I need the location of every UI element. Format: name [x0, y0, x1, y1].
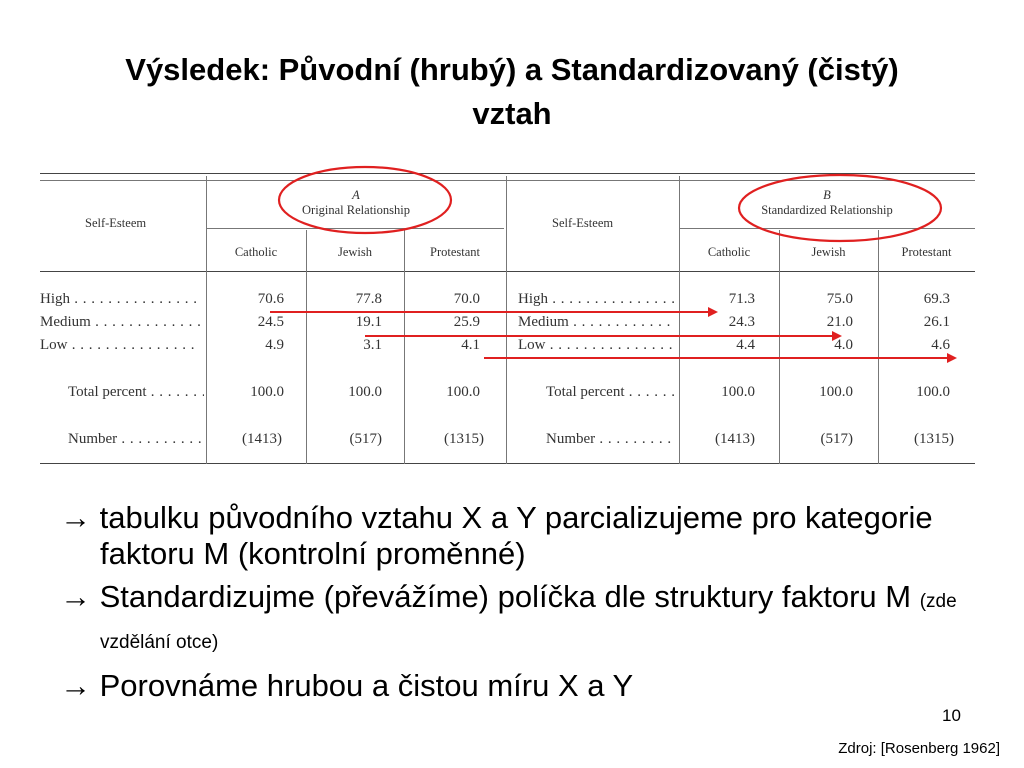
center-divider — [506, 176, 507, 464]
left-group-label: Original Relationship — [302, 203, 410, 217]
table-cell: (1315) — [444, 431, 484, 447]
bullet-item — [60, 579, 980, 661]
table-cell: 21.0 — [826, 314, 853, 330]
table-cell: 24.3 — [728, 314, 755, 330]
table-cell: 100.0 — [250, 384, 284, 400]
right-col-protestant: Protestant — [901, 245, 952, 259]
left-col-jewish: Jewish — [337, 245, 373, 259]
table-cell: 100.0 — [446, 384, 480, 400]
right-row-label: Low . . . — [518, 336, 676, 354]
table-cell: 4.6 — [931, 337, 950, 353]
bullet-text: tabulku původního vztahu X a Y parcializujeme pro kategorie faktoru M (kontrolní proměnné) — [99, 500, 933, 571]
slide-title — [0, 48, 1024, 136]
table-cell: 100.0 — [348, 384, 382, 400]
scanned-table — [40, 168, 975, 472]
table-cell: 70.0 — [453, 291, 480, 307]
table-cell: 3.1 — [363, 337, 382, 353]
table-cell: 4.4 — [736, 337, 755, 353]
left-col-catholic: Catholic — [234, 245, 278, 259]
arrow-glyph: → — [60, 668, 91, 703]
right-col-jewish: Jewish — [811, 245, 846, 259]
right-col-catholic: Catholic — [707, 245, 751, 259]
bullet-note: (zde vzdělání otce) — [100, 591, 957, 653]
bullet-item — [60, 668, 980, 704]
right-number-label: Number . . . — [546, 430, 676, 448]
left-row-label: Medium . . . — [40, 313, 204, 331]
left-group-letter: A — [352, 188, 360, 202]
title-line-1: Výsledek: Původní (hrubý) a Standardizovaný (čistý) — [125, 52, 899, 87]
table-cell: 26.1 — [923, 314, 950, 330]
page-number: 10 — [942, 706, 961, 725]
arrow-glyph: → — [60, 579, 91, 614]
left-number-label: Number . . . — [68, 430, 204, 448]
arrow-glyph: → — [60, 500, 91, 535]
table-cell: 71.3 — [728, 291, 755, 307]
table-cell: (1413) — [715, 431, 755, 447]
table-cell: (1315) — [914, 431, 954, 447]
table-cell: (1413) — [242, 431, 282, 447]
left-row-header: Self-Esteem — [85, 216, 147, 230]
right-row-label: High . . . — [518, 290, 676, 308]
title-line-2: vztah — [472, 96, 552, 131]
table-cell: 24.5 — [257, 314, 284, 330]
right-total-label: Total percent . . . — [546, 383, 676, 401]
table-bottom-rule — [40, 463, 975, 464]
right-group-letter: B — [823, 188, 831, 202]
bullet-text: Standardizujme (převážíme) políčka dle struktury faktoru M — [99, 579, 912, 614]
left-row-label: High . . . — [40, 290, 204, 308]
table-cell: 100.0 — [721, 384, 755, 400]
bullet-text: Porovnáme hrubou a čistou míru X a Y — [99, 668, 634, 703]
table-cell: 25.9 — [453, 314, 480, 330]
table-cell: 69.3 — [923, 291, 950, 307]
table-cell: 75.0 — [826, 291, 853, 307]
left-col-protestant: Protestant — [430, 245, 480, 259]
table-top-rule-2 — [40, 180, 975, 181]
table-cell: 4.1 — [461, 337, 480, 353]
table-cell: 4.0 — [834, 337, 853, 353]
bullet-item — [60, 500, 980, 572]
table-cell: 100.0 — [819, 384, 853, 400]
table-cell: 77.8 — [355, 291, 382, 307]
header-bottom-rule — [40, 271, 975, 272]
table-cell: 19.1 — [355, 314, 382, 330]
left-row-label: Low . . . — [40, 336, 204, 354]
table-cell: 100.0 — [916, 384, 950, 400]
table-cell: (517) — [349, 431, 382, 447]
source-citation: Zdroj: [Rosenberg 1962] — [838, 740, 1000, 757]
right-group-label: Standardized Relationship — [761, 203, 893, 217]
left-group-rule — [206, 228, 504, 229]
table-cell: (517) — [820, 431, 853, 447]
bullet-list — [60, 500, 980, 711]
left-total-label: Total percent . . . — [68, 383, 204, 401]
right-row-header: Self-Esteem — [552, 216, 614, 230]
right-group-rule — [679, 228, 975, 229]
right-row-label: Medium . . . — [518, 313, 676, 331]
table-top-rule — [40, 173, 975, 174]
table-cell: 70.6 — [257, 291, 284, 307]
table-cell: 4.9 — [265, 337, 284, 353]
